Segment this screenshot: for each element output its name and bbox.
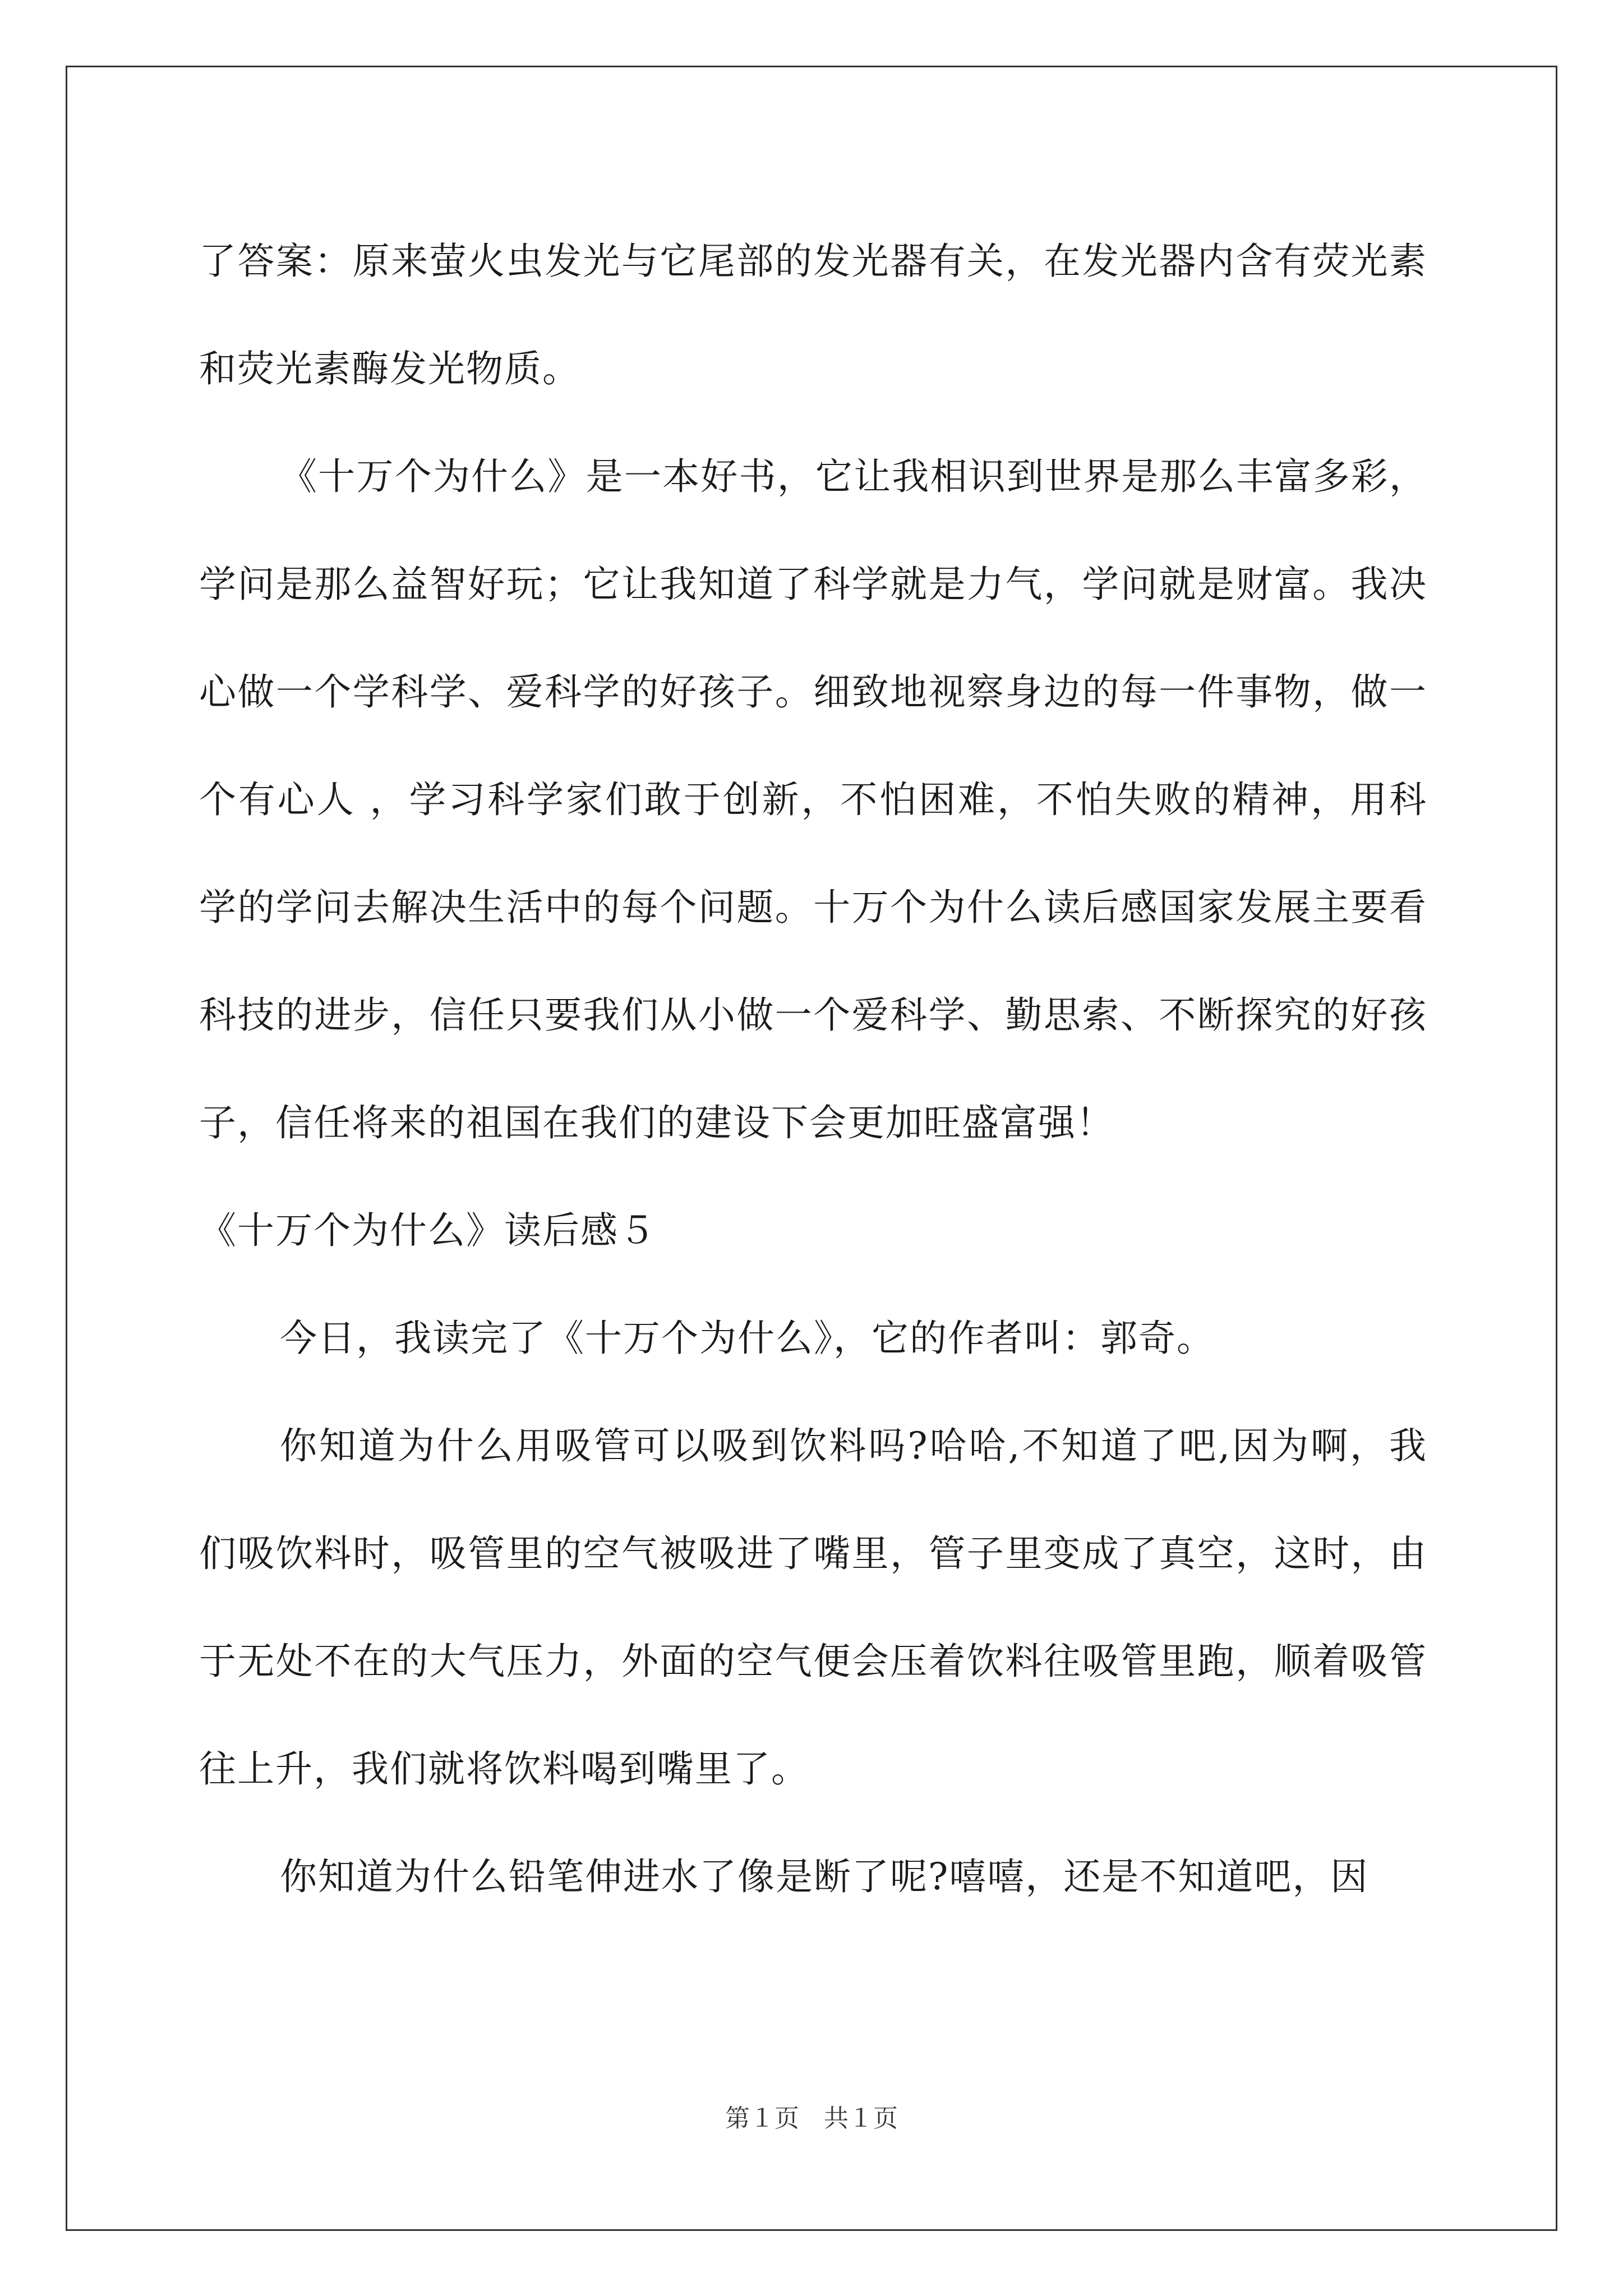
document-body [199,208,1427,1931]
page-number: 第１页 共１页 [725,2104,898,2133]
paragraph-intro: 今日，我读完了《十万个为什么》，它的作者叫：郭奇。 [280,1317,1215,1360]
section-title: 《十万个为什么》读后感５ [199,1209,657,1252]
paragraph-straw: 你知道为什么用吸管可以吸到饮料吗?哈哈,不知道了吧,因为啊，我们吸饮料时，吸管里的空气被吸进了嘴里，管子里变成了真空，这时，由于无处不在的大气压力，外面的空气便会压着饮料往吸管里跑，顺着吸管往上升，我们就将饮料喝到嘴里了。 [199,1424,1427,1791]
paragraph-continuation: 了答案：原来萤火虫发光与它尾部的发光器有关，在发光器内含有荧光素和荧光素酶发光物质。 [199,240,1427,390]
paragraph-pencil: 你知道为什么铅笔伸进水了像是断了呢?嘻嘻，还是不知道吧，因 [280,1855,1369,1898]
paragraph-conclusion: 《十万个为什么》是一本好书，它让我相识到世界是那么丰富多彩，学问是那么益智好玩；它让我知道了科学就是力气，学问就是财富。我决心做一个学科学、爱科学的好孩子。细致地视察身边的每一件事物，做一个有心人 ，学习科学家们敢于创新，不怕困难，不怕失败的精神，用科学的学问去解决生活中的每个问题。十万个为什么读后感国家发展主要看科技的进步，信任只要我们从小做一个爱科学、勤思索、不断探究的好孩子，信任将来的祖国在我们的建设下会更加旺盛富强！ [199,455,1427,1144]
